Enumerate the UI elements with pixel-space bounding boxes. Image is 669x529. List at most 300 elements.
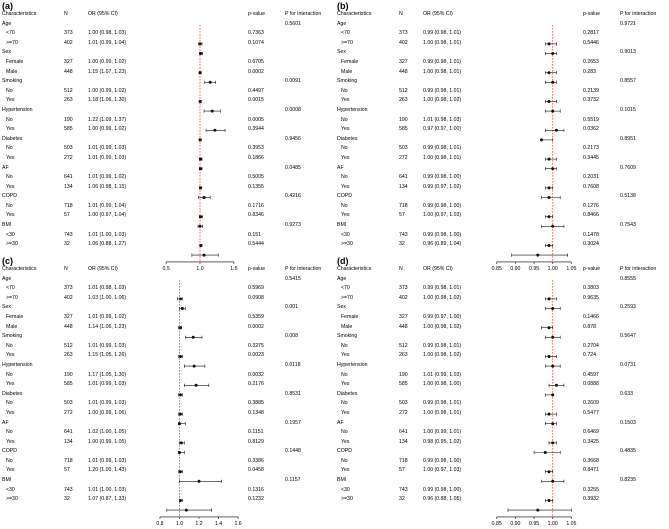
point-estimate-marker [178,422,181,425]
row-p-interaction: 0.1157 [285,477,301,484]
point-estimate-marker [555,129,558,132]
row-or-ci: 1.00 (0.99, 1.02) [88,58,127,65]
row-characteristic: Age [2,275,12,282]
row-characteristic: No [6,202,13,209]
row-pvalue: 0.1074 [248,39,264,46]
row-pvalue: 0.1276 [583,202,599,209]
row-pvalue: 0.3425 [583,438,599,445]
row-or-ci: 0.96 (0.89, 1.04) [423,241,462,248]
row-pvalue: 0.2817 [583,30,599,37]
row-or-ci: 1.01 (1.00, 1.03) [88,486,127,493]
row-pvalue: 0.5969 [248,285,264,292]
panel-label-b: (b) [337,1,349,11]
row-characteristic: Yes [6,97,15,104]
row-pvalue: 0.0005 [248,116,264,123]
row-characteristic: Diabetes [2,390,23,397]
row-or-ci: 1.01 (0.99, 1.03) [423,371,462,378]
row-pvalue: 0.8471 [583,467,599,474]
row-pvalue: 0.3932 [583,496,599,503]
panel-label-d: (d) [337,256,349,266]
forest-plot [335,10,669,274]
row-or-ci: 1.00 (0.97, 1.03) [423,467,462,474]
point-estimate-marker [548,244,551,247]
point-estimate-marker [551,365,554,368]
row-characteristic: Female [341,58,359,65]
point-estimate-marker [551,422,554,425]
row-pvalue: 0.2173 [583,145,599,152]
row-p-interaction: 0.5601 [285,20,301,27]
row-characteristic: Yes [6,352,15,359]
point-estimate-marker [548,499,551,502]
row-characteristic: No [341,145,348,152]
row-characteristic: No [6,400,13,407]
x-axis-tick-label: 0.85 [491,520,502,527]
col-n: N [64,266,68,272]
row-characteristic: <70 [341,30,350,37]
row-pvalue: 0.5519 [583,116,599,123]
row-p-interaction: 0.9721 [620,20,636,27]
row-n: 718 [64,457,73,464]
point-estimate-marker [179,470,182,473]
row-characteristic: No [341,87,348,94]
row-characteristic: Female [341,313,359,320]
row-characteristic: Age [2,20,12,27]
panel-label-c: (c) [2,256,13,266]
point-estimate-marker [179,499,182,502]
col-pvalue: p-value [583,266,601,272]
row-or-ci: 1.15 (1.05, 1.26) [88,352,127,359]
row-characteristic: BMI [337,477,347,484]
col-pinteraction: P for interaction [285,266,322,272]
row-n: 373 [64,285,73,292]
row-characteristic: No [6,87,13,94]
row-or-ci: 0.99 (0.98, 1.01) [423,30,462,37]
x-axis-tick-label: 1.00 [547,265,558,272]
point-estimate-marker [179,297,182,300]
row-characteristic: COPD [2,448,17,455]
row-characteristic: Male [341,68,353,75]
row-n: 32 [64,496,70,503]
point-estimate-marker [199,186,202,189]
row-pvalue: 0.3668 [583,457,599,464]
row-characteristic: Yes [341,154,350,161]
row-characteristic: Yes [6,438,15,445]
row-characteristic: No [6,116,13,123]
row-characteristic: Smoking [2,78,23,85]
row-n: 263 [64,97,73,104]
point-estimate-marker [179,413,182,416]
row-characteristic: Yes [6,381,15,388]
row-n: 402 [64,39,73,46]
row-n: 134 [399,183,408,190]
row-p-interaction: 0.0731 [620,361,636,368]
row-or-ci: 1.18 (1.06, 1.30) [88,97,127,104]
row-n: 585 [399,381,408,388]
x-axis-tick-label: 1.4 [214,520,223,527]
point-estimate-marker [199,215,202,218]
row-characteristic: >=30 [341,496,353,503]
row-characteristic: <30 [341,231,350,238]
row-pvalue: 0.0023 [248,352,264,359]
row-characteristic: Diabetes [2,135,23,142]
point-estimate-marker [548,326,551,329]
row-n: 272 [64,154,73,161]
point-estimate-marker [185,509,188,512]
x-axis-tick-label: 0.85 [491,265,502,272]
row-characteristic: COPD [2,193,17,200]
x-axis-tick-label: 1.05 [566,265,577,272]
row-n: 448 [399,68,408,75]
col-pinteraction: P for interaction [285,11,322,17]
row-n: 57 [64,467,70,474]
point-estimate-marker [551,307,554,310]
row-characteristic: AF [337,164,344,171]
col-characteristics: Characteristics [337,11,372,17]
forest-plot [0,265,334,529]
point-estimate-marker [548,413,551,416]
point-estimate-marker [548,196,551,199]
row-p-interaction: 0.0008 [285,106,301,113]
point-estimate-marker [548,297,551,300]
point-estimate-marker [199,52,202,55]
point-estimate-marker [544,451,547,454]
x-axis-tick-label: 1.0 [196,265,204,272]
row-characteristic: Smoking [337,333,358,340]
row-pvalue: 0.7608 [583,183,599,190]
row-n: 373 [399,30,408,37]
row-or-ci: 0.99 (0.98, 1.01) [423,58,462,65]
row-characteristic: BMI [337,222,347,229]
row-characteristic: Yes [6,212,15,219]
row-n: 327 [399,313,408,320]
point-estimate-marker [551,441,554,444]
point-estimate-marker [551,167,554,170]
row-pvalue: 0.0002 [248,323,264,330]
row-pvalue: 0.2704 [583,342,599,349]
point-estimate-marker [199,158,202,161]
row-pvalue: 0.2176 [248,381,264,388]
row-pvalue: 0.1716 [248,202,264,209]
row-pvalue: 0.5444 [248,241,264,248]
forest-panel-c [0,255,334,527]
row-n: 272 [399,154,408,161]
point-estimate-marker [179,326,182,329]
row-characteristic: No [341,116,348,123]
row-n: 718 [399,202,408,209]
row-pvalue: 0.0002 [248,68,264,75]
row-or-ci: 1.01 (0.98, 1.03) [88,285,127,292]
row-or-ci: 0.99 (0.98, 1.01) [423,87,462,94]
row-or-ci: 1.17 (1.05, 1.30) [88,371,127,378]
row-n: 512 [399,87,408,94]
row-p-interaction: 0.2593 [620,304,636,311]
row-p-interaction: 0.9456 [285,135,301,142]
row-pvalue: 0.3275 [248,342,264,349]
point-estimate-marker [536,509,539,512]
row-pvalue: 0.724 [583,352,596,359]
point-estimate-marker [198,480,201,483]
row-characteristic: Yes [6,467,15,474]
row-pvalue: 0.283 [583,68,596,75]
row-n: 402 [399,294,408,301]
point-estimate-marker [203,196,206,199]
row-characteristic: Hypertension [337,361,368,368]
point-estimate-marker [209,81,212,84]
row-n: 743 [64,486,73,493]
row-p-interaction: 0.5138 [620,193,636,200]
row-n: 32 [399,241,405,248]
row-characteristic: <70 [6,30,15,37]
row-pvalue: 0.5477 [583,409,599,416]
row-or-ci: 0.97 (0.97, 1.00) [423,126,462,133]
row-n: 503 [399,145,408,152]
row-p-interaction: 0.9013 [620,49,636,56]
row-n: 272 [399,409,408,416]
x-axis-tick-label: 0.8 [156,520,164,527]
row-or-ci: 1.00 (0.99, 1.05) [88,438,127,445]
row-characteristic: AF [2,164,9,171]
row-characteristic: Yes [341,409,350,416]
row-n: 743 [399,486,408,493]
point-estimate-marker [551,81,554,84]
row-pvalue: 0.6469 [583,429,599,436]
col-or: OR (95% CI) [423,266,453,272]
row-pvalue: 0.0908 [248,294,264,301]
row-or-ci: 1.01 (0.99, 1.03) [88,342,127,349]
row-p-interaction: 0.4216 [285,193,301,200]
row-characteristic: Male [6,68,18,75]
point-estimate-marker [193,365,196,368]
row-characteristic: Diabetes [337,135,358,142]
row-or-ci: 1.00 (0.98, 1.02) [423,352,462,359]
row-or-ci: 0.99 (0.97, 1.02) [423,183,462,190]
row-p-interaction: 0.9273 [285,222,301,229]
row-or-ci: 1.01 (0.99, 1.03) [88,381,127,388]
forest-plot [335,265,669,529]
row-or-ci: 0.96 (0.88, 1.05) [423,496,462,503]
col-pinteraction: P for interaction [620,266,657,272]
row-n: 190 [64,116,73,123]
row-characteristic: COPD [337,193,352,200]
row-characteristic: Sex [2,304,11,311]
col-or: OR (95% CI) [423,11,453,17]
forest-plot [0,10,334,274]
row-characteristic: Yes [341,212,350,219]
row-pvalue: 0.2609 [583,400,599,407]
row-characteristic: >=30 [6,241,18,248]
point-estimate-marker [180,441,183,444]
row-or-ci: 0.99 (0.98, 1.00) [423,174,462,181]
row-n: 641 [64,174,73,181]
row-or-ci: 0.99 (0.98, 1.01) [423,400,462,407]
row-characteristic: Yes [6,183,15,190]
row-or-ci: 1.00 (0.98, 1.01) [423,154,462,161]
col-or: OR (95% CI) [88,11,118,17]
point-estimate-marker [548,71,551,74]
row-characteristic: Smoking [337,78,358,85]
row-or-ci: 1.01 (0.99, 1.03) [88,145,127,152]
row-or-ci: 1.00 (0.98, 1.01) [423,39,462,46]
point-estimate-marker [548,42,551,45]
row-or-ci: 1.00 (0.97, 1.03) [423,212,462,219]
row-characteristic: Yes [341,438,350,445]
row-characteristic: Yes [341,467,350,474]
row-n: 263 [399,97,408,104]
point-estimate-marker [540,138,543,141]
row-p-interaction: 0.1957 [285,419,301,426]
row-or-ci: 1.01 (0.99, 1.04) [88,202,127,209]
col-n: N [399,11,403,17]
row-pvalue: 0.0015 [248,97,264,104]
row-n: 32 [399,496,405,503]
row-pvalue: 0.3386 [248,457,264,464]
row-n: 327 [399,58,408,65]
row-characteristic: <30 [6,486,15,493]
row-or-ci: 1.01 (0.99, 1.02) [88,313,127,320]
point-estimate-marker [181,307,184,310]
row-or-ci: 1.00 (0.98, 1.02) [423,97,462,104]
point-estimate-marker [211,110,214,113]
row-or-ci: 1.06 (0.88, 1.27) [88,241,127,248]
row-pvalue: 0.3944 [248,126,264,133]
row-characteristic: No [6,145,13,152]
x-axis-tick-label: 1.05 [566,520,577,527]
row-characteristic: Age [337,20,347,27]
row-p-interaction: 0.8557 [620,78,636,85]
row-characteristic: <30 [341,486,350,493]
point-estimate-marker [192,336,195,339]
x-axis-tick-label: 0.95 [529,265,540,272]
row-or-ci: 0.99 (0.98, 1.01) [423,145,462,152]
row-characteristic: >=30 [341,241,353,248]
row-n: 503 [399,400,408,407]
row-pvalue: 0.3732 [583,97,599,104]
row-or-ci: 1.00 (0.99, 1.02) [88,126,127,133]
row-n: 190 [399,116,408,123]
point-estimate-marker [551,225,554,228]
row-pvalue: 0.8466 [583,212,599,219]
row-or-ci: 1.00 (0.98, 1.02) [423,294,462,301]
forest-panel-a [0,0,334,272]
col-characteristics: Characteristics [2,11,37,17]
row-n: 134 [64,438,73,445]
row-p-interaction: 0.7609 [620,164,636,171]
row-or-ci: 1.00 (0.98, 1.00) [423,381,462,388]
row-p-interaction: 0.001 [285,304,298,311]
row-n: 57 [399,212,405,219]
row-or-ci: 0.98 (0.95, 1.02) [423,438,462,445]
row-n: 448 [64,68,73,75]
row-n: 585 [399,126,408,133]
row-or-ci: 1.00 (0.98, 1.03) [88,30,127,37]
row-n: 57 [399,467,405,474]
row-p-interaction: 0.8531 [285,390,301,397]
row-or-ci: 1.00 (0.98, 1.01) [423,68,462,75]
point-estimate-marker [548,158,551,161]
row-characteristic: No [6,429,13,436]
row-characteristic: Yes [6,409,15,416]
point-estimate-marker [199,167,202,170]
point-estimate-marker [551,393,554,396]
row-n: 327 [64,58,73,65]
row-n: 585 [64,381,73,388]
row-pvalue: 0.2139 [583,87,599,94]
row-characteristic: Yes [341,381,350,388]
point-estimate-marker [551,480,554,483]
row-p-interaction: 0.008 [285,333,298,340]
row-pvalue: 0.1466 [583,313,599,320]
row-pvalue: 0.3445 [583,154,599,161]
row-n: 327 [64,313,73,320]
row-or-ci: 1.01 (0.99, 1.03) [88,400,127,407]
x-axis-tick-label: 0.90 [510,520,521,527]
row-or-ci: 1.00 (0.99, 1.02) [88,87,127,94]
point-estimate-marker [199,138,202,141]
row-p-interaction: 0.8235 [620,477,636,484]
row-pvalue: 0.3885 [248,400,264,407]
row-pvalue: 0.1151 [248,429,264,436]
row-characteristic: Sex [2,49,11,56]
row-pvalue: 0.1478 [583,231,599,238]
row-or-ci: 1.15 (1.07, 1.23) [88,68,127,75]
row-characteristic: Hypertension [2,106,33,113]
row-characteristic: Yes [6,126,15,133]
col-pvalue: p-value [248,11,266,17]
row-characteristic: Hypertension [337,106,368,113]
row-n: 641 [399,174,408,181]
x-axis-tick-label: 1.0 [175,520,184,527]
row-n: 718 [399,457,408,464]
row-n: 57 [64,212,70,219]
col-pinteraction: P for interaction [620,11,657,17]
row-pvalue: 0.0032 [248,371,264,378]
panel-label-a: (a) [2,1,13,11]
row-n: 373 [399,285,408,292]
row-characteristic: BMI [2,477,12,484]
row-or-ci: 1.00 (0.98, 1.01) [423,409,462,416]
row-characteristic: Male [6,323,18,330]
row-n: 743 [64,231,73,238]
row-p-interaction: 0.8951 [620,135,636,142]
row-or-ci: 1.07 (0.87, 1.33) [88,496,127,503]
col-characteristics: Characteristics [337,266,372,272]
row-p-interaction: 0.0485 [285,164,301,171]
point-estimate-marker [551,52,554,55]
row-p-interaction: 0.7543 [620,222,636,229]
row-pvalue: 0.0458 [248,467,264,474]
row-characteristic: Yes [341,183,350,190]
row-characteristic: Yes [341,126,350,133]
row-or-ci: 1.01 (0.98, 1.03) [423,116,462,123]
row-or-ci: 1.01 (0.99, 1.02) [88,174,127,181]
point-estimate-marker [199,71,202,74]
row-p-interaction: 0.4835 [620,448,636,455]
row-p-interaction: 0.5647 [620,333,636,340]
row-pvalue: 0.4597 [583,371,599,378]
row-pvalue: 0.7363 [248,30,264,37]
point-estimate-marker [548,100,551,103]
col-n: N [64,11,68,17]
row-p-interaction: 0.1448 [285,448,301,455]
col-pvalue: p-value [583,11,601,17]
row-pvalue: 0.5446 [583,39,599,46]
row-characteristic: Smoking [2,333,23,340]
row-pvalue: 0.4497 [248,87,264,94]
row-characteristic: <70 [341,285,350,292]
row-pvalue: 0.8129 [248,438,264,445]
row-characteristic: >=30 [6,496,18,503]
row-pvalue: 0.1355 [248,183,264,190]
